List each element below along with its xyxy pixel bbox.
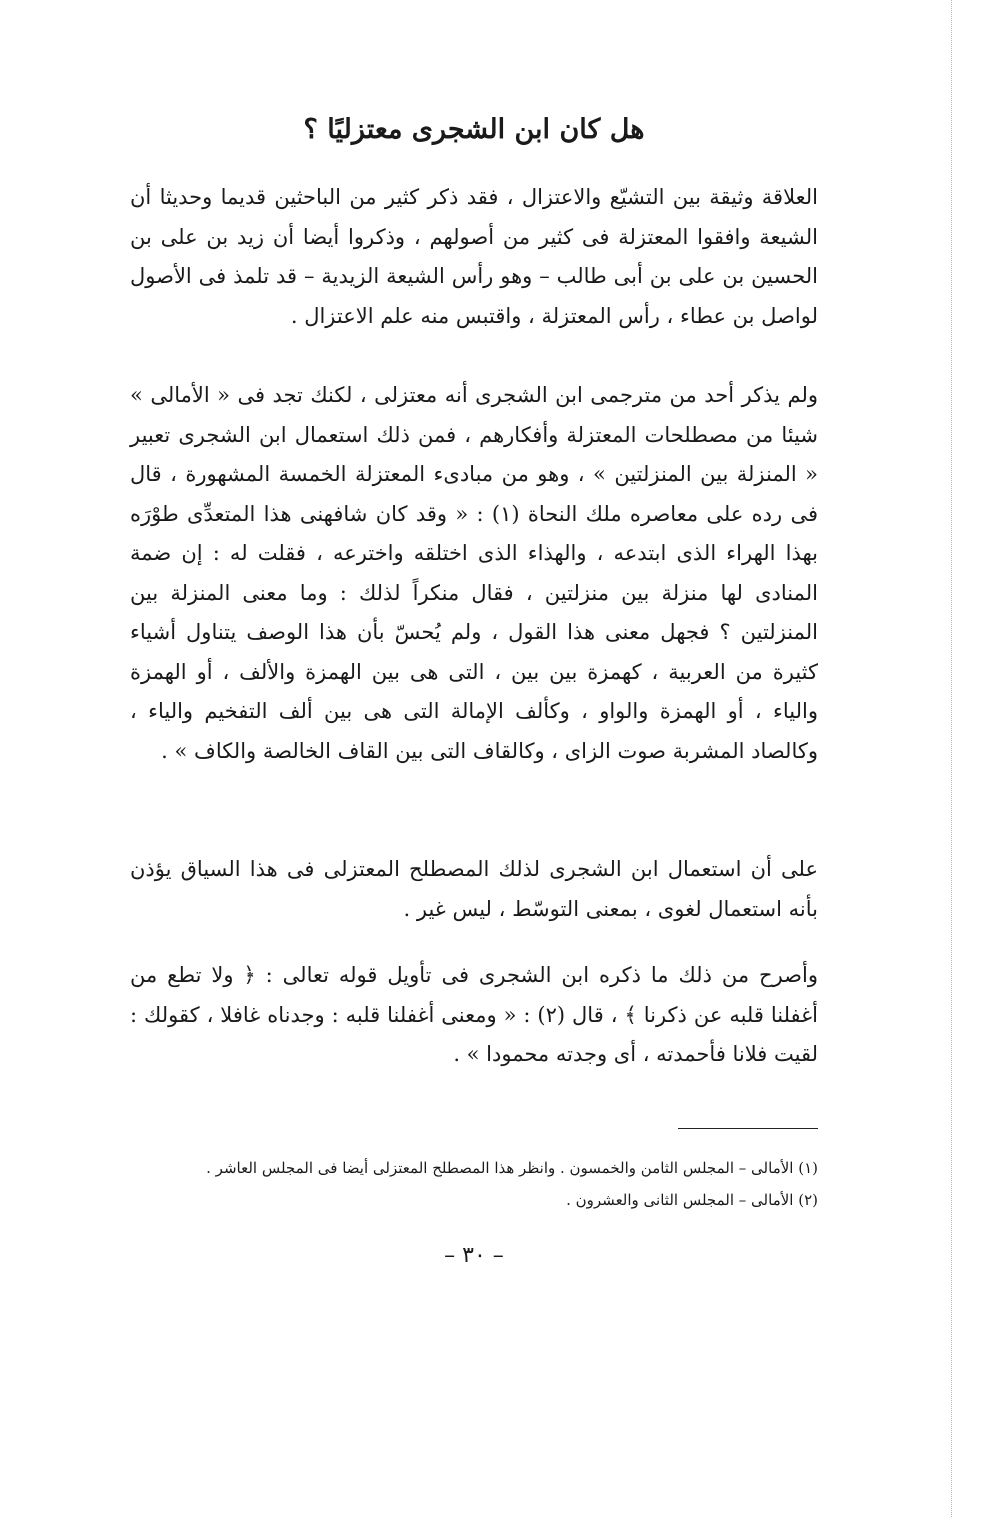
- page-edge-line: [951, 0, 952, 1517]
- page-number: – ٣٠ –: [444, 1243, 504, 1268]
- paragraph-4: وأصرح من ذلك ما ذكره ابن الشجرى فى تأويل قوله تعالى : ﴿ ولا تطع من أغفلنا قلبه عن ذكرنا ﴾ ، قال (٢) : « ومعنى أغفلنا قلبه : وجدناه غافلا ، كقولك : لقيت فلانا فأحمدته ، أى وجدته محمودا » .: [130, 963, 819, 1066]
- footnote-1: (١) الأمالى – المجلس الثامن والخمسون . وانظر هذا المصطلح المعتزلى أيضا فى المجلس العاشر .: [206, 1159, 818, 1177]
- paragraph-3: على أن استعمال ابن الشجرى لذلك المصطلح المعتزلى فى هذا السياق يؤذن بأنه استعمال لغوى ، بمعنى التوسّط ، ليس غير .: [130, 857, 818, 921]
- footnote-2: (٢) الأمالى – المجلس الثانى والعشرون .: [566, 1191, 818, 1209]
- paragraph-1: العلاقة وثيقة بين التشيّع والاعتزال ، فقد ذكر كثير من الباحثين قديما وحديثا أن الشيعة وافقوا المعتزلة فى كثير من أصولهم ، وذكروا أيضا أن زيد بن على بن الحسين بن على بن أبى طالب – وهو رأس الشيعة الزيدية – قد تلمذ فى الأصول لواصل بن عطاء ، رأس المعتزلة ، واقتبس منه علم الاعتزال .: [130, 185, 818, 328]
- footnote-divider: [678, 1128, 818, 1129]
- page-title: هل كان ابن الشجرى معتزليًا ؟: [303, 114, 645, 145]
- paragraph-2: ولم يذكر أحد من مترجمى ابن الشجرى أنه معتزلى ، لكنك تجد فى « الأمالى » شيئا من مصطلحات المعتزلة وأفكارهم ، فمن ذلك استعمال ابن الشجرى تعبير « المنزلة بين المنزلتين » ، وهو من مبادىء المعتزلة الخمسة المشهورة ، قال فى رده على معاصره ملك النحاة (١) : « وقد كان شافهنى هذا المتعدِّى طوْرَه بهذا الهراء الذى ابتدعه ، والهذاء الذى اختلقه واخترعه ، فقلت له : إن ضمة المنادى لها منزلة بين منزلتين ، فقال منكراً لذلك : وما معنى المنزلة بين المنزلتين ؟ فجهل معنى هذا القول ، ولم يُحسّ بأن هذا الوصف يتناول أشياء كثيرة من العربية ، كهمزة بين بين ، التى هى بين الهمزة والألف ، أو الهمزة والياء ، أو الهمزة والواو ، وكألف الإمالة التى هى بين ألف التفخيم والياء ، وكالصاد المشربة صوت الزاى ، وكالقاف التى بين القاف الخالصة والكاف » .: [130, 383, 818, 763]
